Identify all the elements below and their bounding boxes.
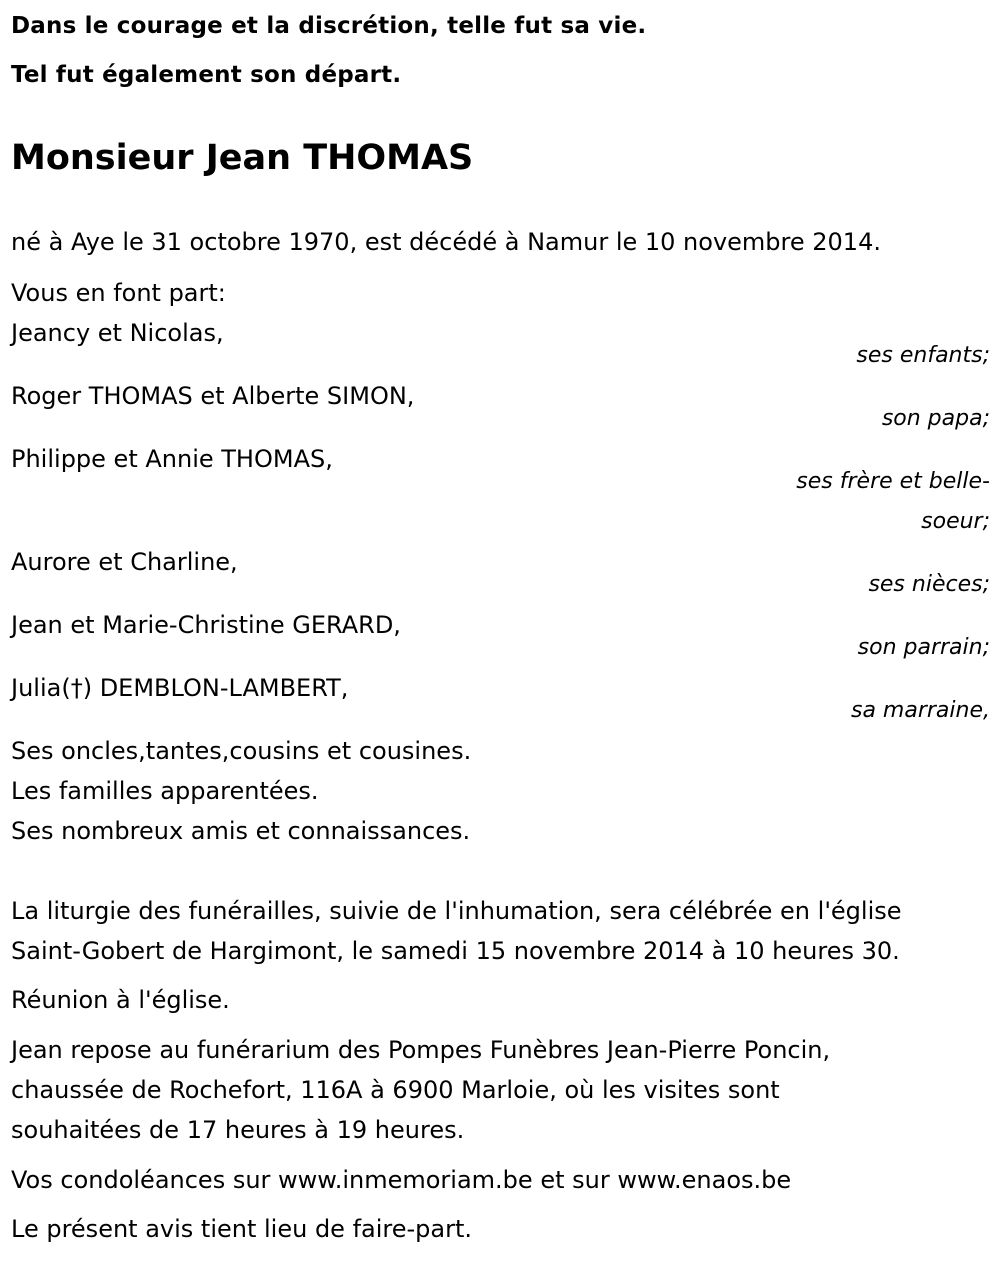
family-relation-father: son papa;: [881, 406, 990, 431]
family-names-father: Roger THOMAS et Alberte SIMON,: [11, 382, 415, 410]
family-relation-godmother: sa marraine,: [850, 698, 990, 723]
family-names-children: Jeancy et Nicolas,: [11, 319, 224, 347]
family-names-nieces: Aurore et Charline,: [11, 548, 238, 576]
rest-line-2: chaussée de Rochefort, 116A à 6900 Marloie, où les visites sont: [11, 1076, 780, 1104]
family-relation-siblings: ses frère et belle-soeur;: [796, 469, 990, 534]
family-relation-godfather: son parrain;: [857, 635, 990, 660]
family-relation-nieces: ses nièces;: [868, 572, 990, 597]
announcement-intro: Vous en font part:: [11, 279, 226, 307]
family-relation-children: ses enfants;: [856, 343, 990, 368]
others-line-1: Ses oncles,tantes,cousins et cousines.: [11, 737, 472, 765]
rest-line-3: souhaitées de 17 heures à 19 heures.: [11, 1116, 465, 1144]
epitaph-line-1: Dans le courage et la discrétion, telle fut sa vie.: [11, 13, 647, 39]
deceased-name: Monsieur Jean THOMAS: [11, 138, 474, 178]
family-names-godfather: Jean et Marie-Christine GERARD,: [11, 611, 401, 639]
rest-line-1: Jean repose au funérarium des Pompes Funèbres Jean-Pierre Poncin,: [11, 1036, 831, 1064]
others-line-3: Ses nombreux amis et connaissances.: [11, 817, 471, 845]
family-names-siblings: Philippe et Annie THOMAS,: [11, 445, 333, 473]
liturgy-line-1: La liturgie des funérailles, suivie de l'inhumation, sera célébrée en l'église: [11, 897, 902, 925]
others-line-2: Les familles apparentées.: [11, 777, 319, 805]
birth-death-line: né à Aye le 31 octobre 1970, est décédé à Namur le 10 novembre 2014.: [11, 228, 881, 256]
epitaph-line-2: Tel fut également son départ.: [11, 62, 402, 88]
meeting-line: Réunion à l'église.: [11, 986, 230, 1014]
liturgy-line-2: Saint-Gobert de Hargimont, le samedi 15 novembre 2014 à 10 heures 30.: [11, 937, 900, 965]
notice-line: Le présent avis tient lieu de faire-part.: [11, 1215, 473, 1243]
condolences-line: Vos condoléances sur www.inmemoriam.be et sur www.enaos.be: [11, 1166, 792, 1194]
family-names-godmother: Julia(†) DEMBLON-LAMBERT,: [11, 674, 349, 702]
